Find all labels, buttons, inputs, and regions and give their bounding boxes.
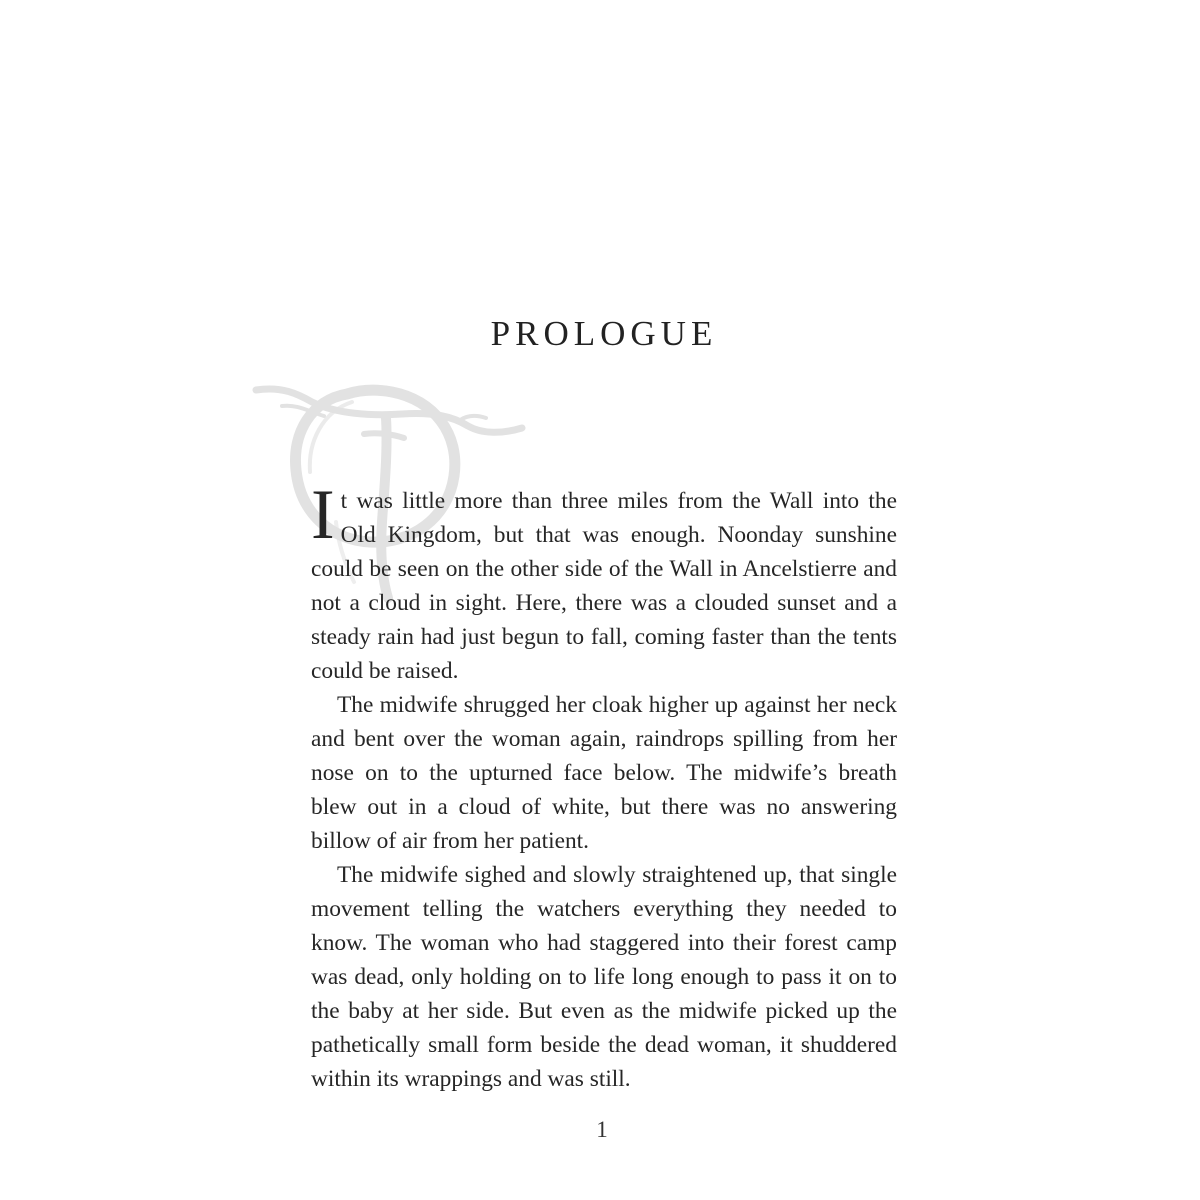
paragraph-2: The midwife shrugged her cloak higher up against her neck and bent over the woman again, raindrops spilling from her nose on to the upturned face below. The midwife’s breath blew out in a cloud of white, but there was no answering billow of air from her patient. (311, 692, 897, 854)
chapter-body (311, 476, 897, 1096)
paragraph-3: The midwife sighed and slowly straightened up, that single movement telling the watchers everything they needed to know. The woman who had staggered into their forest camp was dead, only holding on to life long enough to pass it on to the baby at her side. But even as the midwife picked up the pathetically small form beside the dead woman, it shuddered within its wrappings and was still. (311, 862, 897, 1092)
paragraph-1-text: t was little more than three miles from the Wall into the Old Kingdom, but that was enough. Noonday sunshine could be seen on the other side of the Wall in Ancelstierre and not a cloud in sight. Here, there was a clouded sunset and a steady rain had just begun to fall, coming faster than the tents could be raised. (311, 488, 897, 684)
paragraph-1 (311, 476, 897, 688)
drop-cap: I (311, 476, 335, 554)
chapter-title: PROLOGUE (490, 314, 718, 353)
page-number: 1 (596, 1117, 608, 1142)
